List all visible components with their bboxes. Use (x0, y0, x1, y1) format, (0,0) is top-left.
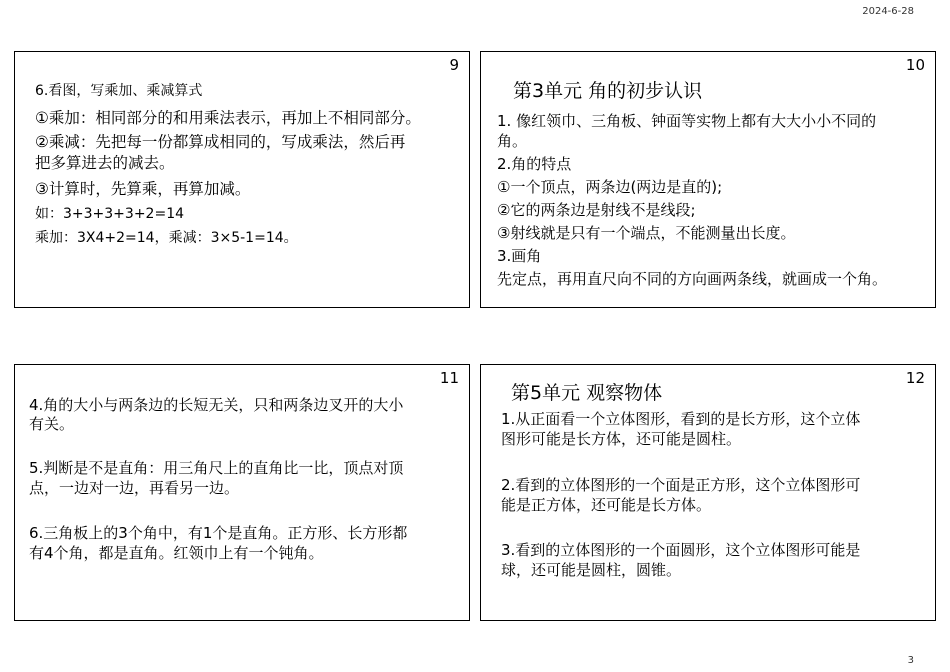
text-line: 球，还可能是圆柱，圆锥。 (501, 561, 682, 579)
text-line: 5.判断是不是直角：用三角尺上的直角比一比，顶点对顶 (29, 459, 404, 477)
text-line: 6.三角板上的3个角中，有1个是直角。正方形、长方形都 (29, 524, 408, 542)
text-line: ③射线就是只有一个端点，不能测量出长度。 (497, 224, 796, 242)
text-line: 有4个角，都是直角。红领巾上有一个钝角。 (29, 544, 324, 562)
slide-title: 第3单元 角的初步认识 (513, 80, 703, 102)
text-line: ②它的两条边是射线不是线段; (497, 201, 696, 219)
text-line: 3.画角 (497, 247, 542, 265)
slide-number: 12 (905, 369, 925, 387)
text-line: 点，一边对一边，再看另一边。 (29, 479, 240, 497)
slide-number: 9 (449, 56, 459, 74)
slide-9 (14, 51, 470, 308)
slide-11 (14, 364, 470, 621)
text-line: ②乘减：先把每一份都算成相同的，写成乘法，然后再 (35, 133, 406, 151)
text-line: 能是正方体，还可能是长方体。 (501, 496, 712, 514)
slide-number: 11 (439, 369, 459, 387)
text-line: 角。 (497, 132, 528, 150)
text-line: 2.角的特点 (497, 155, 572, 173)
page-number: 3 (907, 655, 914, 666)
text-line: 有关。 (29, 415, 75, 433)
text-line: 1. 像红领巾、三角板、钟面等实物上都有大大小小不同的 (497, 112, 877, 130)
slide-10 (480, 51, 936, 308)
text-line: 乘加：3X4+2=14，乘减：3×5-1=14。 (35, 230, 298, 246)
text-line: 3.看到的立体图形的一个面圆形，这个立体图形可能是 (501, 541, 861, 559)
slide-12 (480, 364, 936, 621)
text-line: 先定点，再用直尺向不同的方向画两条线，就画成一个角。 (497, 270, 888, 288)
text-line: 图形可能是长方体，还可能是圆柱。 (501, 430, 742, 448)
text-line: 4.角的大小与两条边的长短无关，只和两条边叉开的大小 (29, 396, 404, 414)
header-date: 2024-6-28 (862, 6, 914, 17)
text-line: 6.看图，写乘加、乘减算式 (35, 83, 203, 99)
text-line: 1.从正面看一个立体图形，看到的是长方形，这个立体 (501, 410, 861, 428)
text-line: 如：3+3+3+3+2=14 (35, 206, 185, 222)
slide-title: 第5单元 观察物体 (511, 382, 663, 404)
text-line: 2.看到的立体图形的一个面是正方形，这个立体图形可 (501, 476, 861, 494)
text-line: ①乘加：相同部分的和用乘法表示，再加上不相同部分。 (35, 109, 421, 127)
slide-number: 10 (905, 56, 925, 74)
text-line: ③计算时，先算乘，再算加减。 (35, 180, 251, 198)
text-line: ①一个顶点，两条边(两边是直的); (497, 178, 723, 196)
text-line: 把多算进去的减去。 (35, 154, 175, 172)
